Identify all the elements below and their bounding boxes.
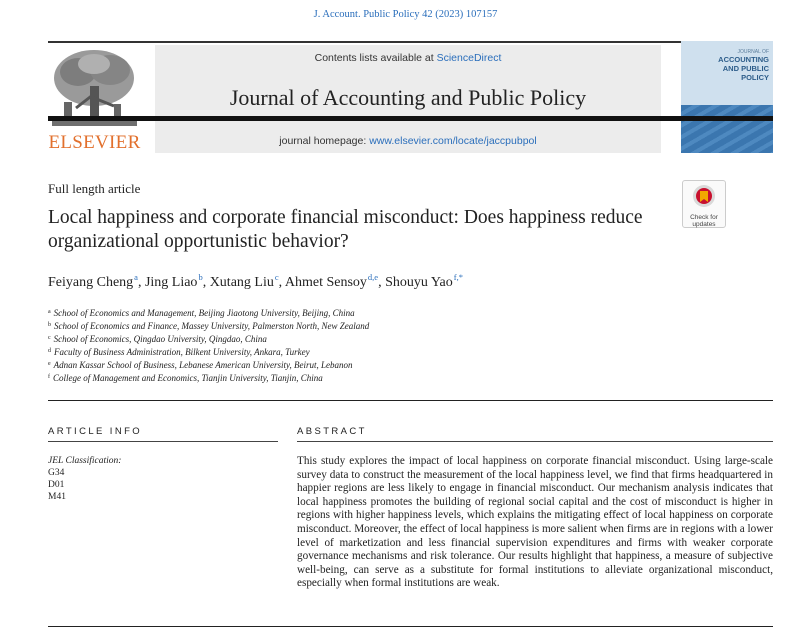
- journal-citation[interactable]: J. Account. Public Policy 42 (2023) 107157: [313, 9, 498, 20]
- abstract-bottom-rule: [48, 626, 773, 627]
- jel-code: M41: [48, 492, 66, 502]
- affiliation-text: School of Economics and Management, Beijing Jiaotong University, Beijing, China: [53, 308, 355, 318]
- affiliation-text: Adnan Kassar School of Business, Lebanese American University, Beirut, Lebanon: [53, 360, 353, 370]
- author-name[interactable]: Shouyu Yao: [385, 275, 453, 290]
- cover-title-line: POLICY: [741, 73, 769, 82]
- journal-title[interactable]: Journal of Accounting and Public Policy: [229, 85, 587, 110]
- elsevier-logo[interactable]: [48, 46, 141, 154]
- contents-prefix: Contents lists available at: [314, 52, 437, 64]
- author-affiliation-marker[interactable]: b: [198, 272, 203, 282]
- abstract-text: This study explores the impact of local happiness on corporate financial misconduct. Using large-scale survey data to construct the measurement of the local happiness level, we find that firms headquartered in happier regions are less likely to engage in financial misconduct. Our mechanism analysis indicates that local happiness promotes the building of regional social capital and the cost of misconduct is higher in regions with higher happiness levels, which explains the mitigating effect of local happiness on corporate misconduct. Moreover, the effect of local happiness is more salient when firms are in regions with a lower level of marketization and less financial supervision expenditures and firms with weaker corporate governance mechanisms and risk tolerance. Our results highlight that happiness, a measure of subjective well-being, can serve as a substitute for formal institutions to alleviate organizational misconduct, especially when formal institutions are weak.: [297, 455, 773, 590]
- jel-code: D01: [48, 480, 65, 490]
- affiliation-text: School of Economics and Finance, Massey University, Palmerston North, New Zealand: [54, 321, 370, 331]
- author-name[interactable]: Xutang Liu: [209, 275, 274, 290]
- journal-header: [48, 41, 773, 157]
- journal-cover-image[interactable]: [681, 41, 773, 153]
- journal-homepage-link[interactable]: www.elsevier.com/locate/jaccpubpol: [369, 135, 537, 147]
- cover-title: [681, 49, 769, 82]
- check-for-updates-button[interactable]: [682, 180, 726, 228]
- article-title: Local happiness and corporate financial misconduct: Does happiness reduce organizational opportunistic behavior?: [48, 207, 643, 252]
- abstract-rule: [297, 441, 773, 442]
- jel-label: JEL Classification:: [48, 456, 122, 466]
- affiliation-marker: e: [48, 361, 51, 367]
- affiliation-item: [48, 332, 748, 345]
- check-updates-icon: [692, 184, 716, 210]
- affiliation-marker: c: [48, 335, 51, 341]
- elsevier-wordmark: ELSEVIER: [48, 132, 141, 153]
- abstract-heading: ABSTRACT: [297, 426, 367, 437]
- cover-title-line: AND PUBLIC: [722, 64, 769, 73]
- journal-homepage-line: [155, 135, 661, 147]
- affiliation-item: [48, 371, 748, 384]
- header-top-rule: [48, 41, 773, 43]
- author-list: Feiyang Cheng$^a$, Jing Liao$^b$, Xutang Liu$^c$, Ahmet Sensoy$^{d,e}$, Shouyu Yao$^{f,*}$: [48, 272, 463, 290]
- affiliation-marker: a: [48, 309, 51, 315]
- section-divider: [48, 400, 773, 401]
- jel-classification: [48, 455, 121, 503]
- affiliation-item: [48, 358, 748, 371]
- affiliation-text: College of Management and Economics, Tianjin University, Tianjin, China: [53, 373, 323, 383]
- homepage-prefix: journal homepage:: [279, 135, 370, 147]
- author-affiliation-marker[interactable]: f,*: [453, 272, 463, 282]
- article-type: Full length article: [48, 181, 141, 196]
- cover-small-text: JOURNAL OF: [737, 49, 769, 55]
- author-affiliation-marker[interactable]: a: [134, 272, 138, 282]
- author-affiliation-marker[interactable]: c: [274, 272, 279, 282]
- affiliation-marker: f: [48, 374, 50, 380]
- journal-banner: [155, 45, 661, 153]
- affiliation-list: [48, 306, 748, 384]
- affiliation-item: [48, 319, 748, 332]
- header-bottom-rule: [48, 116, 773, 121]
- contents-available-line: [155, 52, 661, 64]
- cover-title-line: ACCOUNTING: [718, 55, 769, 64]
- article-info-rule: [48, 441, 278, 442]
- author-name[interactable]: Ahmet Sensoy: [284, 275, 367, 290]
- article-info-heading: ARTICLE INFO: [48, 426, 143, 437]
- author-affiliation-marker[interactable]: d,e: [367, 272, 379, 282]
- affiliation-marker: b: [48, 322, 51, 328]
- author-name[interactable]: Jing Liao: [144, 275, 198, 290]
- sciencedirect-link[interactable]: ScienceDirect: [436, 52, 502, 64]
- affiliation-text: Faculty of Business Administration, Bilkent University, Ankara, Turkey: [54, 347, 310, 357]
- check-updates-label: Check for updates: [690, 214, 718, 228]
- affiliation-item: [48, 345, 748, 358]
- cover-pattern: [681, 105, 773, 153]
- affiliation-item: [48, 306, 748, 319]
- author-name[interactable]: Feiyang Cheng: [48, 275, 134, 290]
- affiliation-marker: d: [48, 348, 51, 354]
- jel-code: G34: [48, 468, 65, 478]
- affiliation-text: School of Economics, Qingdao University, Qingdao, China: [53, 334, 267, 344]
